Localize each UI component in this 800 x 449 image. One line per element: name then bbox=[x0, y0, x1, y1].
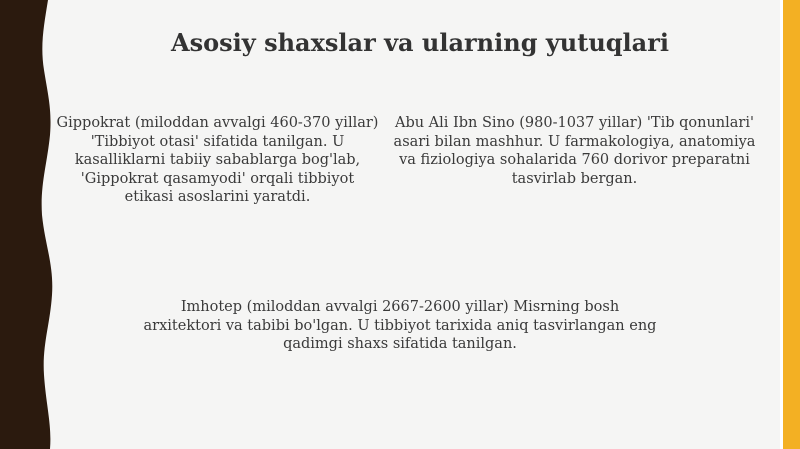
left-wavy-shape bbox=[0, 0, 52, 449]
slide-title: Asosiy shaxslar va ularning yutuqlari bbox=[171, 28, 669, 57]
ibn-sino-text: Abu Ali Ibn Sino (980-1037 yillar) 'Tib qonunlari' asari bilan mashhur. U farmakologiya, anatomiya va fiziologiya sohalarida 760 dorivor preparatni tasvirlab bergan. bbox=[393, 115, 756, 187]
left-wavy-decoration bbox=[0, 0, 70, 449]
hippocrates-text: Gippokrat (miloddan avvalgi 460-370 yillar) 'Tibbiyot otasi' sifatida tanilgan. U kasalliklarni tabiiy sabablarga bog'lab, 'Gippokrat qasamyodi' orqali tibbiyot etikasi asoslarini yaratdi. bbox=[56, 115, 379, 205]
right-accent-bar bbox=[783, 0, 800, 449]
imhotep-text: Imhotep (miloddan avvalgi 2667-2600 yillar) Misrning bosh arxitektori va tabibi bo'lgan. U tibbiyot tarixida aniq tasvirlangan eng qadimgi shaxs sifatida tanilgan. bbox=[143, 299, 657, 352]
